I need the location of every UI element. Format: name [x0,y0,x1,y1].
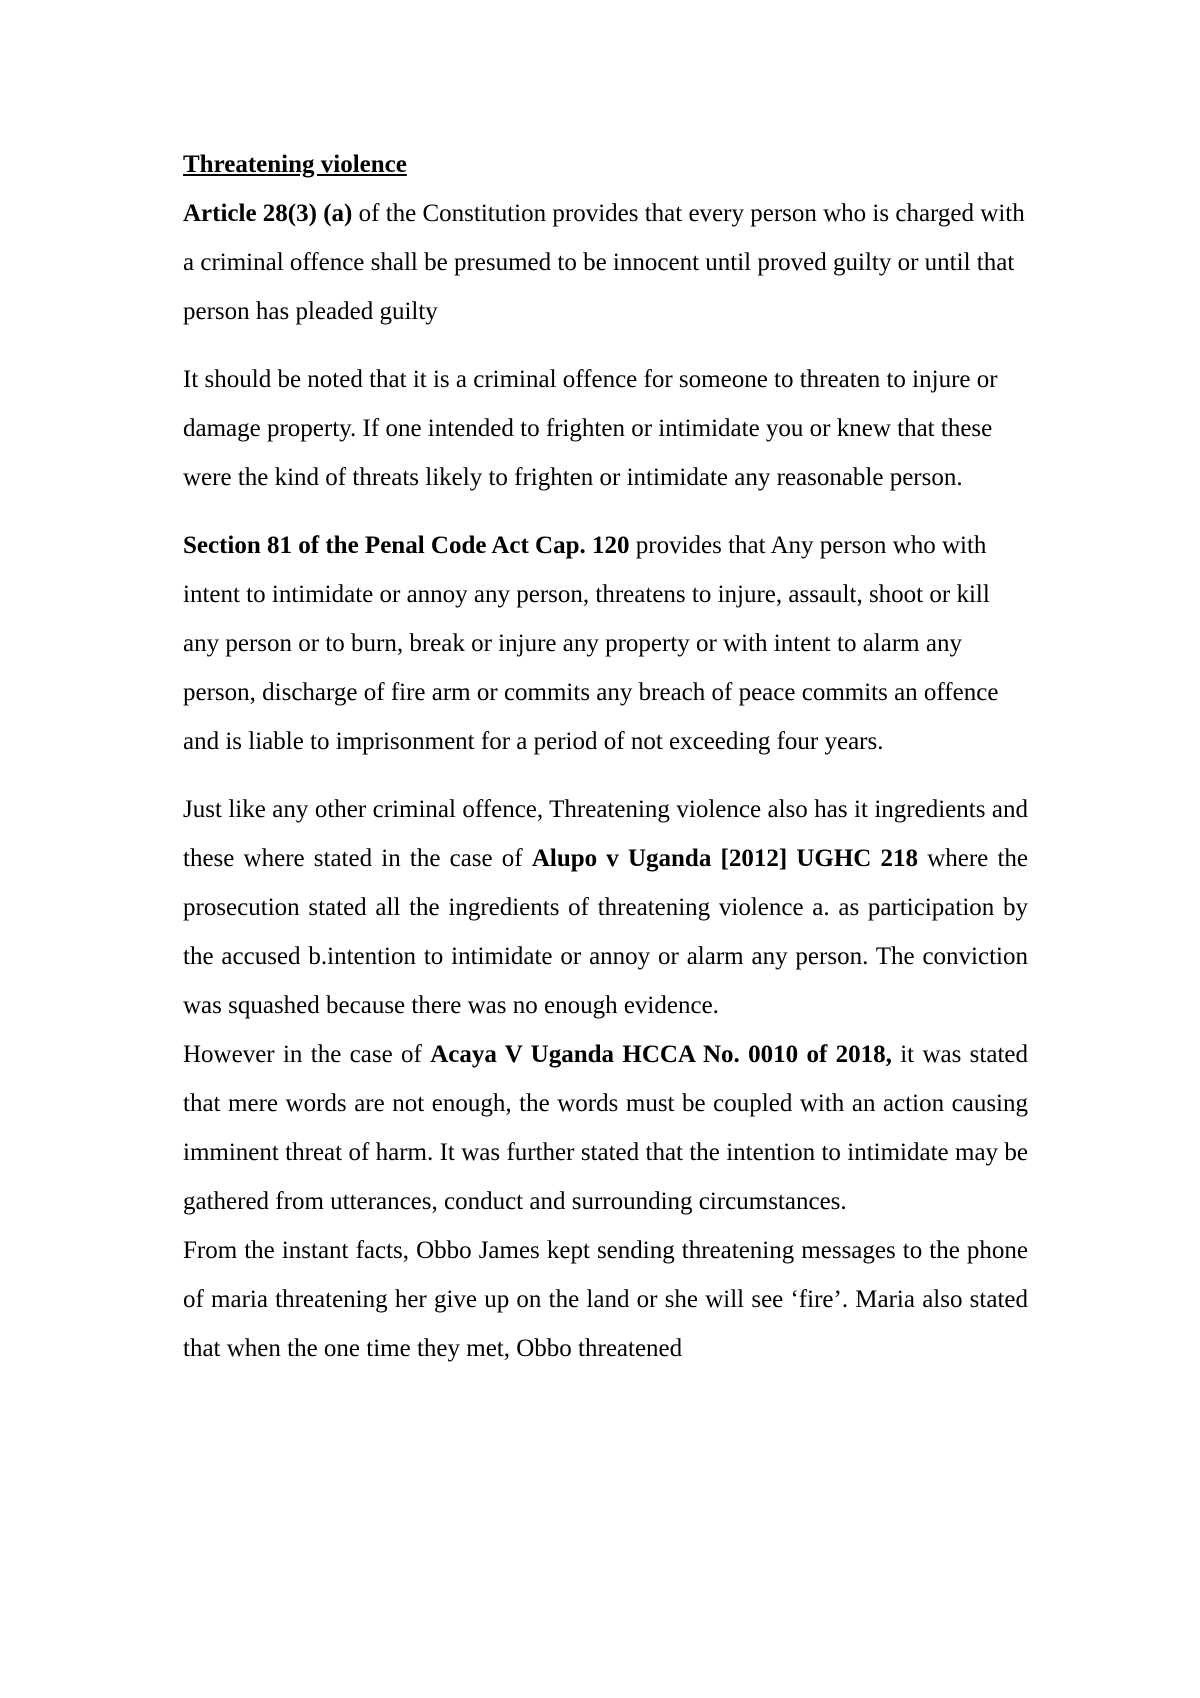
section-heading: Threatening violence [183,151,407,178]
paragraph-text: provides that Any person who with intent to intimidate or annoy any person, threatens to injure, assault, shoot or kill any person or to burn, break or injure any property or with intent to alarm any person, discharge of fire arm or commits any breach of peace commits an offence and is liable to imprisonment for a period of not exceeding four years. [183,532,999,755]
paragraph-text: Just like any other criminal offence, Threatening violence also has it ingredients and these where stated in the case of [183,796,1028,872]
paragraph-text: From the instant facts, Obbo James kept sending threatening messages to the phone of maria threatening her give up on the land or she will see ‘fire’. Maria also stated that when the one time they met, Obbo threatened [183,1237,1028,1362]
paragraph-text: However in the case of [183,1041,431,1068]
paragraph-text: where the prosecution stated all the ingredients of threatening violence a. as participation by the accused b.intention to intimidate or annoy or alarm any person. The conviction was squashed because there was no enough evidence. [183,845,1028,1019]
statute-reference: Section 81 of the Penal Code Act Cap. 120 [183,532,630,559]
article-reference: Article 28(3) (a) [183,200,353,227]
paragraph-text: it was stated that mere words are not enough, the words must be coupled with an action causing imminent threat of harm. It was further stated that the intention to intimidate may be gathered from utterances, conduct and surrounding circumstances. [183,1041,1028,1215]
paragraph-alupo-case [183,785,1028,1030]
paragraph-section-81 [183,521,1028,766]
paragraph-acaya-case [183,1030,1028,1226]
case-citation: Alupo v Uganda [2012] UGHC 218 [531,845,919,872]
paragraph-article-28 [183,189,1028,336]
paragraph-text: of the Constitution provides that every person who is charged with a criminal offence shall be presumed to be innocent until proved guilty or until that person has pleaded guilty [183,200,1025,325]
document-page [183,140,1028,1373]
case-citation: Acaya V Uganda HCCA No. 0010 of 2018, [430,1041,892,1068]
paragraph-instant-facts [183,1226,1028,1373]
paragraph-criminal-offence-note [183,355,1028,502]
paragraph-text: It should be noted that it is a criminal offence for someone to threaten to injure or damage property. If one intended to frighten or intimidate you or knew that these were the kind of threats likely to frighten or intimidate any reasonable person. [183,366,998,491]
